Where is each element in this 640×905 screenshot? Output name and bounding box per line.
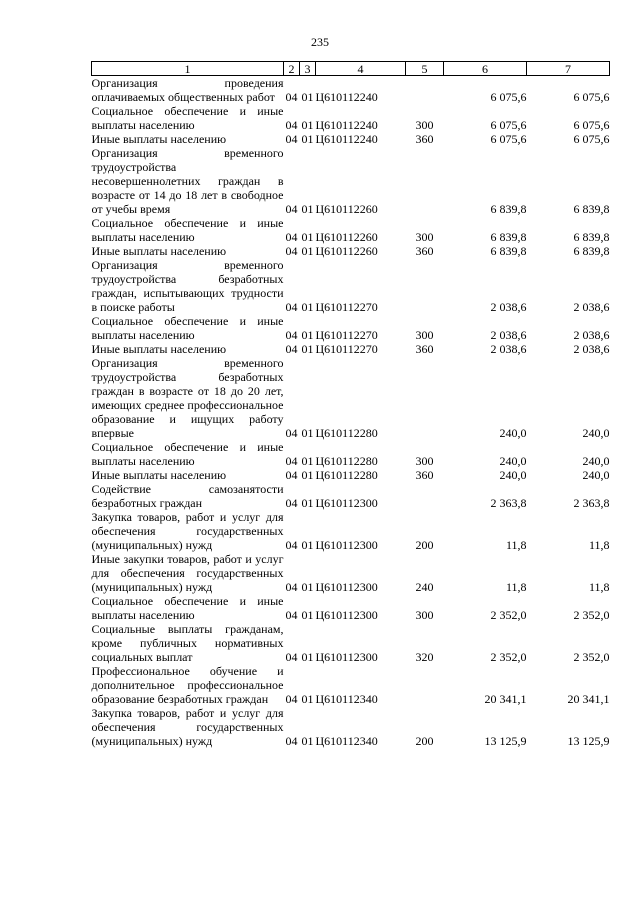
row-name-cell: Профессиональное обучение и дополнительное профессиональное образование безработных граждан xyxy=(91,664,284,706)
section-cell: 04 xyxy=(285,132,298,146)
amount-cell: 240,0 xyxy=(582,426,610,440)
target-code-cell: Ц610112240 xyxy=(315,118,378,132)
amount-cell: 6 839,8 xyxy=(490,244,527,258)
page-number: 235 xyxy=(311,35,329,49)
expense-type-cell xyxy=(406,258,444,314)
expense-type-cell: 300 xyxy=(415,328,434,342)
row-name-cell: Организация временного трудоустройства несовершеннолетних граждан в возрасте от 14 до 18 лет в свободное от учебы время xyxy=(91,146,284,216)
row-name-cell: Социальное обеспечение и иные выплаты населению xyxy=(91,440,284,468)
amount-cell: 6 075,6 xyxy=(490,118,527,132)
row-name-cell: Содействие самозанятости безработных граждан xyxy=(91,482,284,510)
column-header: 3 xyxy=(300,62,316,76)
table-row xyxy=(92,146,610,216)
amount-cell: 6 839,8 xyxy=(490,202,527,216)
amount-cell: 2 038,6 xyxy=(490,328,527,342)
section-cell: 04 xyxy=(285,230,298,244)
table-row xyxy=(92,706,610,748)
expense-type-cell: 240 xyxy=(415,580,434,594)
amount-cell: 240,0 xyxy=(499,468,527,482)
target-code-cell: Ц610112300 xyxy=(315,538,378,552)
amount-cell: 6 075,6 xyxy=(490,90,527,104)
table-body xyxy=(92,76,610,749)
column-header: 7 xyxy=(527,62,610,76)
amount-cell: 6 075,6 xyxy=(573,90,610,104)
table-row xyxy=(92,664,610,706)
row-name-cell: Социальное обеспечение и иные выплаты населению xyxy=(91,104,284,132)
target-code-cell: Ц610112280 xyxy=(315,468,378,482)
section-cell: 04 xyxy=(285,580,298,594)
amount-cell: 2 363,8 xyxy=(490,496,527,510)
expense-type-cell xyxy=(406,356,444,440)
section-cell: 04 xyxy=(285,202,298,216)
target-code-cell: Ц610112340 xyxy=(315,734,378,748)
target-code-cell: Ц610112300 xyxy=(315,650,378,664)
section-cell: 04 xyxy=(285,300,298,314)
subsection-cell: 01 xyxy=(301,454,314,468)
target-code-cell: Ц610112260 xyxy=(315,244,378,258)
budget-table xyxy=(91,61,610,748)
row-name-cell: Иные закупки товаров, работ и услуг для обеспечения государственных (муниципальных) нужд xyxy=(91,552,284,594)
subsection-cell: 01 xyxy=(301,202,314,216)
target-code-cell: Ц610112300 xyxy=(315,580,378,594)
row-name-cell: Закупка товаров, работ и услуг для обеспечения государственных (муниципальных) нужд xyxy=(91,706,284,748)
section-cell: 04 xyxy=(285,692,298,706)
target-code-cell: Ц610112280 xyxy=(315,426,378,440)
expense-type-cell: 200 xyxy=(415,734,434,748)
table-row xyxy=(92,258,610,314)
amount-cell: 6 075,6 xyxy=(573,132,610,146)
subsection-cell: 01 xyxy=(301,692,314,706)
amount-cell: 6 839,8 xyxy=(573,230,610,244)
amount-cell: 6 075,6 xyxy=(490,132,527,146)
amount-cell: 11,8 xyxy=(505,580,527,594)
amount-cell: 11,8 xyxy=(588,580,610,594)
target-code-cell: Ц610112270 xyxy=(315,342,378,356)
target-code-cell: Ц610112260 xyxy=(315,230,378,244)
amount-cell: 2 038,6 xyxy=(573,342,610,356)
table-row xyxy=(92,342,610,356)
expense-type-cell: 300 xyxy=(415,118,434,132)
subsection-cell: 01 xyxy=(301,244,314,258)
amount-cell: 6 075,6 xyxy=(573,118,610,132)
row-name-cell: Организация временного трудоустройства безработных граждан, испытывающих трудности в поиске работы xyxy=(91,258,284,314)
subsection-cell: 01 xyxy=(301,608,314,622)
section-cell: 04 xyxy=(285,244,298,258)
row-name-cell: Закупка товаров, работ и услуг для обеспечения государственных (муниципальных) нужд xyxy=(91,510,284,552)
expense-type-cell: 360 xyxy=(415,342,434,356)
amount-cell: 240,0 xyxy=(582,468,610,482)
column-header: 2 xyxy=(284,62,300,76)
section-cell: 04 xyxy=(285,426,298,440)
expense-type-cell: 360 xyxy=(415,468,434,482)
target-code-cell: Ц610112300 xyxy=(315,608,378,622)
row-name-cell: Социальное обеспечение и иные выплаты населению xyxy=(91,594,284,622)
target-code-cell: Ц610112340 xyxy=(315,692,378,706)
table-row xyxy=(92,552,610,594)
section-cell: 04 xyxy=(285,734,298,748)
target-code-cell: Ц610112300 xyxy=(315,496,378,510)
row-name-cell: Социальное обеспечение и иные выплаты населению xyxy=(91,216,284,244)
amount-cell: 2 038,6 xyxy=(490,342,527,356)
table-row xyxy=(92,510,610,552)
amount-cell: 20 341,1 xyxy=(484,692,527,706)
section-cell: 04 xyxy=(285,538,298,552)
amount-cell: 13 125,9 xyxy=(567,734,610,748)
table-header-row xyxy=(92,62,610,76)
column-header: 6 xyxy=(444,62,527,76)
row-name-cell: Иные выплаты населению xyxy=(91,342,227,356)
subsection-cell: 01 xyxy=(301,328,314,342)
column-header: 5 xyxy=(406,62,444,76)
section-cell: 04 xyxy=(285,328,298,342)
expense-type-cell: 360 xyxy=(415,244,434,258)
subsection-cell: 01 xyxy=(301,496,314,510)
table-row xyxy=(92,356,610,440)
row-name-cell: Иные выплаты населению xyxy=(91,468,227,482)
table-row xyxy=(92,104,610,132)
amount-cell: 240,0 xyxy=(499,426,527,440)
table-row xyxy=(92,132,610,146)
row-name-cell: Социальное обеспечение и иные выплаты населению xyxy=(91,314,284,342)
table-row xyxy=(92,440,610,468)
expense-type-cell xyxy=(406,76,444,105)
table-row xyxy=(92,622,610,664)
subsection-cell: 01 xyxy=(301,426,314,440)
subsection-cell: 01 xyxy=(301,132,314,146)
section-cell: 04 xyxy=(285,608,298,622)
amount-cell: 2 352,0 xyxy=(490,608,527,622)
section-cell: 04 xyxy=(285,342,298,356)
amount-cell: 2 352,0 xyxy=(490,650,527,664)
target-code-cell: Ц610112240 xyxy=(315,132,378,146)
target-code-cell: Ц610112280 xyxy=(315,454,378,468)
subsection-cell: 01 xyxy=(301,118,314,132)
amount-cell: 240,0 xyxy=(499,454,527,468)
amount-cell: 2 352,0 xyxy=(573,650,610,664)
expense-type-cell xyxy=(406,146,444,216)
amount-cell: 11,8 xyxy=(505,538,527,552)
section-cell: 04 xyxy=(285,650,298,664)
amount-cell: 2 363,8 xyxy=(573,496,610,510)
target-code-cell: Ц610112270 xyxy=(315,300,378,314)
expense-type-cell: 320 xyxy=(415,650,434,664)
expense-type-cell: 300 xyxy=(415,230,434,244)
row-name-cell: Иные выплаты населению xyxy=(91,244,227,258)
section-cell: 04 xyxy=(285,468,298,482)
table-row xyxy=(92,594,610,622)
expense-type-cell xyxy=(406,482,444,510)
amount-cell: 6 839,8 xyxy=(573,202,610,216)
amount-cell: 2 038,6 xyxy=(490,300,527,314)
row-name-cell: Организация временного трудоустройства безработных граждан в возрасте от 18 до 20 лет, имеющих среднее профессиональное образование и ищущих работу впервые xyxy=(91,356,284,440)
subsection-cell: 01 xyxy=(301,342,314,356)
row-name-cell: Иные выплаты населению xyxy=(91,132,227,146)
target-code-cell: Ц610112270 xyxy=(315,328,378,342)
target-code-cell: Ц610112240 xyxy=(315,90,378,104)
section-cell: 04 xyxy=(285,496,298,510)
subsection-cell: 01 xyxy=(301,734,314,748)
target-code-cell: Ц610112260 xyxy=(315,202,378,216)
expense-type-cell xyxy=(406,664,444,706)
amount-cell: 6 839,8 xyxy=(490,230,527,244)
amount-cell: 13 125,9 xyxy=(484,734,527,748)
subsection-cell: 01 xyxy=(301,580,314,594)
subsection-cell: 01 xyxy=(301,230,314,244)
subsection-cell: 01 xyxy=(301,300,314,314)
subsection-cell: 01 xyxy=(301,538,314,552)
subsection-cell: 01 xyxy=(301,650,314,664)
expense-type-cell: 300 xyxy=(415,454,434,468)
amount-cell: 2 352,0 xyxy=(573,608,610,622)
amount-cell: 240,0 xyxy=(582,454,610,468)
section-cell: 04 xyxy=(285,90,298,104)
amount-cell: 20 341,1 xyxy=(567,692,610,706)
subsection-cell: 01 xyxy=(301,468,314,482)
row-name-cell: Социальные выплаты гражданам, кроме публичных нормативных социальных выплат xyxy=(91,622,284,664)
table-row xyxy=(92,482,610,510)
row-name-cell: Организация проведения оплачиваемых общественных работ xyxy=(91,76,284,104)
section-cell: 04 xyxy=(285,118,298,132)
amount-cell: 2 038,6 xyxy=(573,328,610,342)
table-row xyxy=(92,244,610,258)
expense-type-cell: 200 xyxy=(415,538,434,552)
table-row xyxy=(92,76,610,105)
table-row xyxy=(92,216,610,244)
column-header: 4 xyxy=(316,62,406,76)
amount-cell: 6 839,8 xyxy=(573,244,610,258)
subsection-cell: 01 xyxy=(301,90,314,104)
section-cell: 04 xyxy=(285,454,298,468)
table-row xyxy=(92,314,610,342)
expense-type-cell: 360 xyxy=(415,132,434,146)
table-row xyxy=(92,468,610,482)
expense-type-cell: 300 xyxy=(415,608,434,622)
column-header: 1 xyxy=(92,62,284,76)
amount-cell: 2 038,6 xyxy=(573,300,610,314)
amount-cell: 11,8 xyxy=(588,538,610,552)
